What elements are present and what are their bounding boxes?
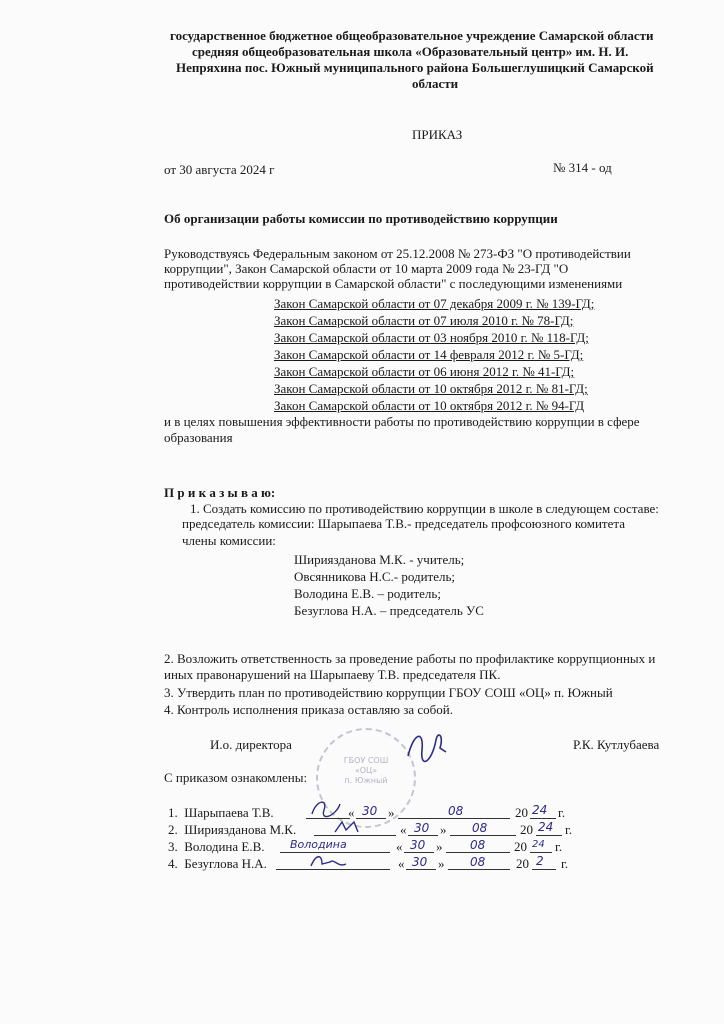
commission-member: Володина Е.В. – родитель; xyxy=(294,586,441,601)
order-word: П р и к а з ы в а ю: xyxy=(164,485,276,500)
amendment-link[interactable]: Закон Самарской области от 10 октября 2012 г. № 81-ГД; xyxy=(274,381,588,396)
preamble-line: Руководствуясь Федеральным законом от 25.12.2008 № 273-ФЗ "О противодействии xyxy=(164,246,631,261)
year-handwritten: 2 xyxy=(536,854,544,868)
order-date: от 30 августа 2024 г xyxy=(164,162,275,177)
commission-member: Шириязданова М.К. - учитель; xyxy=(294,552,465,567)
amendment-link[interactable]: Закон Самарской области от 03 ноября 2010 г. № 118-ГД; xyxy=(274,330,589,345)
order-item: 2. Возложить ответственность за проведение работы по профилактике коррупционных и xyxy=(164,651,656,666)
amendment-link[interactable]: Закон Самарской области от 14 февраля 2012 г. № 5-ГД; xyxy=(274,347,584,362)
month-handwritten: 08 xyxy=(470,855,486,869)
amendment-link[interactable]: Закон Самарской области от 07 июля 2010 г. № 78-ГД; xyxy=(274,313,574,328)
order-item: иных правонарушений на Шарыпаеву Т.В. председателя ПК. xyxy=(164,667,501,682)
month-handwritten: 08 xyxy=(448,804,464,818)
header-line-3: Непряхина пос. Южный муниципального района Большеглушицкий Самарской xyxy=(176,60,654,75)
preamble-line: коррупции", Закон Самарской области от 10 марта 2009 года № 23-ГД "О xyxy=(164,261,569,276)
header-line-2: средняя общеобразовательная школа «Образовательный центр» им. Н. И. xyxy=(192,44,629,59)
signatory-name: Р.К. Кутлубаева xyxy=(573,737,660,752)
item-1-line: члены комиссии: xyxy=(182,533,276,548)
day-handwritten: 30 xyxy=(412,855,428,869)
acquainted-row: 2. Шириязданова М.К. xyxy=(168,822,297,837)
day-handwritten: 30 xyxy=(362,804,378,818)
commission-member: Безуглова Н.А. – председатель УС xyxy=(294,603,484,618)
acquainted-label: С приказом ознакомлены: xyxy=(164,770,308,785)
preamble-line: противодействии коррупции в Самарской области" с последующими изменениями xyxy=(164,276,623,291)
acquainted-row: 3. Володина Е.В. xyxy=(168,839,265,854)
year-handwritten: 24 xyxy=(538,820,554,834)
purpose-line: и в целях повышения эффективности работы по противодействию коррупции в сфере xyxy=(164,414,640,429)
signatory-position: И.о. директора xyxy=(210,737,292,752)
header-line-4: области xyxy=(412,76,459,91)
commission-member: Овсянникова Н.С.- родитель; xyxy=(294,569,456,584)
item-1-line: 1. Создать комиссию по противодействию коррупции в школе в следующем составе: xyxy=(190,501,659,516)
signature-mark xyxy=(332,816,362,838)
purpose-line: образования xyxy=(164,430,233,445)
order-number: № 314 - од xyxy=(553,160,612,175)
acquainted-row: 1. Шарыпаева Т.В. xyxy=(168,805,274,820)
signature-handwritten: Володина xyxy=(290,838,347,851)
month-handwritten: 08 xyxy=(470,838,486,852)
director-signature xyxy=(402,722,450,770)
header-line-1: государственное бюджетное общеобразовательное учреждение Самарской области xyxy=(170,28,654,43)
signature-mark xyxy=(308,852,348,872)
official-stamp: ГБОУ СОШ «ОЦ» п. Южный xyxy=(316,728,416,828)
day-handwritten: 30 xyxy=(410,838,426,852)
amendment-link[interactable]: Закон Самарской области от 07 декабря 2009 г. № 139-ГД; xyxy=(274,296,595,311)
year-handwritten: 24 xyxy=(532,839,545,850)
amendment-link[interactable]: Закон Самарской области от 06 июня 2012 г. № 41-ГД; xyxy=(274,364,575,379)
amendment-link[interactable]: Закон Самарской области от 10 октября 2012 г. № 94-ГД xyxy=(274,398,585,413)
year-handwritten: 24 xyxy=(532,803,548,817)
doc-type: ПРИКАЗ xyxy=(412,127,463,142)
month-handwritten: 08 xyxy=(472,821,488,835)
order-item: 3. Утвердить план по противодействию коррупции ГБОУ СОШ «ОЦ» п. Южный xyxy=(164,685,613,700)
document-page: государственное бюджетное общеобразовательное учреждение Самарской области средняя общеобразовательная школа «Образовательный центр» им. Н. И. Непряхина пос. Южный муниципального района Большеглушицкий Самарской области ПРИКАЗ от 30 августа 2024 г № 314 - од Об организации работы комиссии по противодействию коррупции Руководствуясь Федеральным законом от 25.12.2008 № 273-ФЗ "О противодействии коррупции", Закон Самарской области от 10 марта 2009 года № 23-ГД "О противодействии коррупции в Самарской области" с последующими изменениями Закон Самарской области от 07 декабря 2009 г. № 139-ГД; Закон Самарской области от 07 июля 2010 г. № 78-ГД; Закон Самарской области от 03 ноября 2010 г. № 118-ГД; Закон Самарской области от 14 февраля 2012 г. № 5-ГД; Закон Самарской области от 06 июня 2012 г. № 41-ГД; Закон Самарской области от 10 октября 2012 г. № 81-ГД; Закон Самарской области от 10 октября 2012 г. № 94-ГД и в целях повышения эффективности работы по противодействию коррупции в сфере образования П р и к а з ы в а ю: 1. Создать комиссию по противодействию коррупции в школе в следующем составе: председатель комиссии: Шарыпаева Т.В.- председатель профсоюзного комитета члены комиссии: Шириязданова М.К. - учитель; Овсянникова Н.С.- родитель; Володина Е.В. – родитель; Безуглова Н.А. – председатель УС 2. Возложить ответственность за проведение работы по профилактике коррупционных и иных правонарушений на Шарыпаеву Т.В. председателя ПК. 3. Утвердить план по противодействию коррупции ГБОУ СОШ «ОЦ» п. Южный 4. Контроль исполнения приказа оставляю за собой. И.о. директора Р.К. Кутлубаева ГБОУ СОШ «ОЦ» п. Южный С приказом ознакомлены: 1. Шарыпаева Т.В. « 30 » 08 20 24 г. 2. Шириязданова М.К. « 30 » 08 20 24 г. 3. Володина Е.В. Володина « 30 » 08 20 24 г. 4. Безуглова Н.А. « 30 » 08 20 2 г. xyxy=(0,0,724,1024)
order-item: 4. Контроль исполнения приказа оставляю за собой. xyxy=(164,702,453,717)
acquainted-row: 4. Безуглова Н.А. xyxy=(168,856,267,871)
item-1-line: председатель комиссии: Шарыпаева Т.В.- председатель профсоюзного комитета xyxy=(182,516,625,531)
day-handwritten: 30 xyxy=(414,821,430,835)
order-subject: Об организации работы комиссии по противодействию коррупции xyxy=(164,211,558,226)
